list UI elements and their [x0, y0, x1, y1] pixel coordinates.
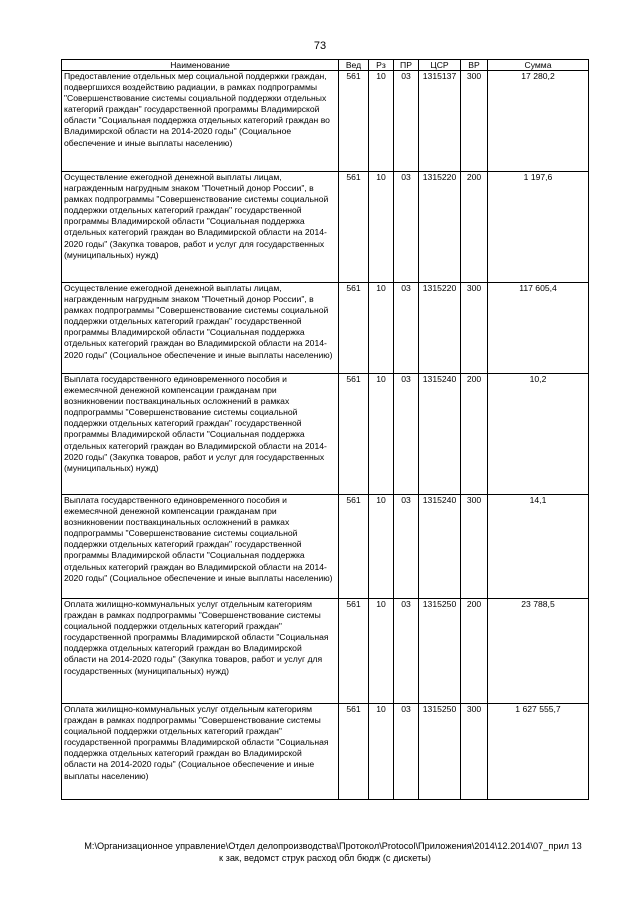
cell-name: Оплата жилищно-коммунальных услуг отдельным категориям граждан в рамках подпрограммы "Совершенствование системы социальной поддержки отдельных категорий граждан" государственной программы Владимирской области "Социальная поддержка отдельных категорий граждан во Владимирской области на 2014-2020 годы" (Закупка товаров, работ и услуг для государственных (муниципальных) нужд)	[62, 599, 339, 704]
cell-sum: 17 280,2	[488, 71, 589, 172]
cell-sum: 14,1	[488, 495, 589, 599]
header-name: Наименование	[62, 60, 339, 71]
table-row	[62, 495, 589, 599]
table-row	[62, 71, 589, 172]
cell-name: Осуществление ежегодной денежной выплаты лицам, награжденным нагрудным знаком "Почетный донор России", в рамках подпрограммы "Совершенствование системы социальной поддержки отдельных категорий граждан" государственной программы Владимирской области "Социальная поддержка отдельных категорий граждан во Владимирской области на 2014-2020 годы" (Социальное обеспечение и иные выплаты населению)	[62, 283, 339, 374]
cell-pr: 03	[394, 495, 419, 599]
header-csr: ЦСР	[419, 60, 461, 71]
cell-ved: 561	[339, 495, 369, 599]
cell-name: Выплата государственного единовременного пособия и ежемесячной денежной компенсации гражданам при возникновении поствакцинальных осложнений в рамках подпрограммы "Совершенствование системы социальной поддержки отдельных категорий граждан" государственной программы Владимирской области "Социальная поддержка отдельных категорий граждан во Владимирской области на 2014-2020 годы" (Социальное обеспечение и иные выплаты населению)	[62, 495, 339, 599]
cell-rz: 10	[369, 374, 394, 495]
cell-rz: 10	[369, 283, 394, 374]
cell-ved: 561	[339, 599, 369, 704]
cell-sum: 117 605,4	[488, 283, 589, 374]
cell-name: Предоставление отдельных мер социальной поддержки граждан, подвергшихся воздействию радиации, в рамках подпрограммы "Совершенствование системы социальной поддержки отдельных категорий граждан" государственной программы Владимирской области "Социальная поддержка отдельных категорий граждан во Владимирской области на 2014-2020 годы" (Социальное обеспечение и иные выплаты населению)	[62, 71, 339, 172]
cell-ved: 561	[339, 172, 369, 283]
cell-csr: 1315137	[419, 71, 461, 172]
budget-table	[61, 59, 589, 800]
cell-ved: 561	[339, 704, 369, 800]
cell-rz: 10	[369, 599, 394, 704]
cell-vr: 300	[461, 71, 488, 172]
cell-csr: 1315250	[419, 704, 461, 800]
cell-rz: 10	[369, 495, 394, 599]
cell-name: Осуществление ежегодной денежной выплаты лицам, награжденным нагрудным знаком "Почетный донор России", в рамках подпрограммы "Совершенствование системы социальной поддержки отдельных категорий граждан" государственной программы Владимирской области "Социальная поддержка отдельных категорий граждан во Владимирской области на 2014-2020 годы" (Закупка товаров, работ и услуг для государственных (муниципальных) нужд)	[62, 172, 339, 283]
cell-vr: 200	[461, 374, 488, 495]
cell-csr: 1315220	[419, 283, 461, 374]
document-footer	[0, 840, 640, 864]
cell-csr: 1315220	[419, 172, 461, 283]
cell-sum: 23 788,5	[488, 599, 589, 704]
page-number: 73	[313, 40, 327, 52]
cell-csr: 1315240	[419, 374, 461, 495]
table-row	[62, 283, 589, 374]
cell-vr: 300	[461, 283, 488, 374]
cell-pr: 03	[394, 704, 419, 800]
cell-sum: 1 627 555,7	[488, 704, 589, 800]
cell-ved: 561	[339, 71, 369, 172]
table-row	[62, 599, 589, 704]
cell-pr: 03	[394, 172, 419, 283]
table-row	[62, 704, 589, 800]
cell-pr: 03	[394, 71, 419, 172]
cell-ved: 561	[339, 283, 369, 374]
footer-description: к зак, ведомст струк расход обл бюдж (с дискеты)	[219, 853, 431, 863]
cell-ved: 561	[339, 374, 369, 495]
cell-rz: 10	[369, 71, 394, 172]
cell-rz: 10	[369, 172, 394, 283]
cell-name: Оплата жилищно-коммунальных услуг отдельным категориям граждан в рамках подпрограммы "Совершенствование системы социальной поддержки отдельных категорий граждан" государственной программы Владимирской области "Социальная поддержка отдельных категорий граждан во Владимирской области на 2014-2020 годы" (Социальное обеспечение и иные выплаты населению)	[62, 704, 339, 800]
cell-name: Выплата государственного единовременного пособия и ежемесячной денежной компенсации гражданам при возникновении поствакцинальных осложнений в рамках подпрограммы "Совершенствование системы социальной поддержки отдельных категорий граждан" государственной программы Владимирской области "Социальная поддержка отдельных категорий граждан во Владимирской области на 2014-2020 годы" (Закупка товаров, работ и услуг для государственных (муниципальных) нужд)	[62, 374, 339, 495]
cell-csr: 1315250	[419, 599, 461, 704]
table-row	[62, 374, 589, 495]
header-sum: Сумма	[488, 60, 589, 71]
cell-rz: 10	[369, 704, 394, 800]
footer-file-path: M:\Организационное управление\Отдел делопроизводства\Протокол\Protocol\Приложения\2014\12.2014\07_прил 13	[84, 841, 582, 851]
cell-sum: 10,2	[488, 374, 589, 495]
header-pr: ПР	[394, 60, 419, 71]
cell-vr: 200	[461, 172, 488, 283]
cell-pr: 03	[394, 283, 419, 374]
cell-vr: 300	[461, 704, 488, 800]
header-vr: ВР	[461, 60, 488, 71]
table-row	[62, 172, 589, 283]
table-header-row	[62, 60, 589, 71]
cell-pr: 03	[394, 374, 419, 495]
cell-sum: 1 197,6	[488, 172, 589, 283]
cell-pr: 03	[394, 599, 419, 704]
header-ved: Вед	[339, 60, 369, 71]
header-rz: Рз	[369, 60, 394, 71]
cell-vr: 300	[461, 495, 488, 599]
cell-vr: 200	[461, 599, 488, 704]
cell-csr: 1315240	[419, 495, 461, 599]
